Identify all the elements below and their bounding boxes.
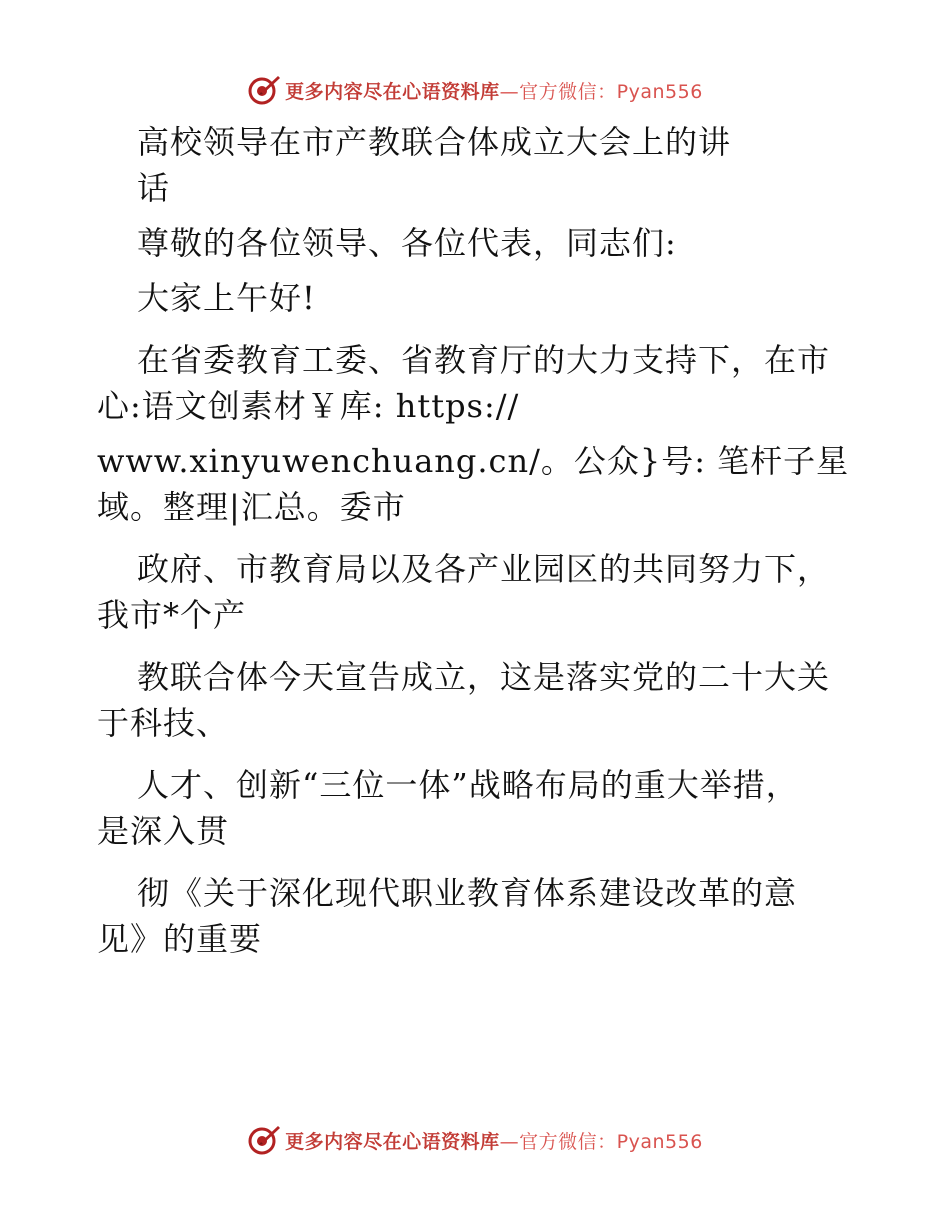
paragraph-line-continued: 于科技、 [97, 704, 230, 742]
banner-text [285, 1127, 703, 1154]
footer-banner [0, 1120, 950, 1160]
salutation-line: 尊敬的各位领导、各位代表，同志们: [137, 224, 677, 262]
header-banner [0, 70, 950, 110]
paragraph-line-continued: 我市*个产 [97, 596, 247, 634]
pen-circle-logo-icon [247, 1123, 281, 1157]
banner-tail-text: —官方微信：Pyan556 [499, 1130, 703, 1153]
title-line-2: 话 [137, 169, 171, 207]
banner-tail-text: —官方微信：Pyan556 [499, 80, 703, 103]
document-body [97, 122, 857, 959]
watermark-line-1: 心:语文创素材￥库: https:// [97, 387, 520, 425]
watermark-line-3: 域。整理|汇总。委市 [97, 488, 406, 526]
banner-lead-text: 更多内容尽在心语资料库 [285, 80, 500, 103]
paragraph-line: 政府、市教育局以及各产业园区的共同努力下， [137, 550, 831, 588]
greeting-line: 大家上午好! [137, 279, 316, 317]
paragraph-line-continued: 是深入贯 [97, 812, 230, 850]
paragraph-line: 彻《关于深化现代职业教育体系建设改革的意 [137, 874, 798, 912]
banner-text [285, 77, 703, 104]
paragraph-line-continued: 见》的重要 [97, 920, 263, 958]
paragraph-line: 教联合体今天宣告成立，这是落实党的二十大关 [137, 658, 831, 696]
paragraph-line: 人才、创新“三位一体”战略布局的重大举措， [137, 766, 799, 804]
watermark-line-2: www.xinyuwenchuang.cn/。公众}号: 笔杆子星 [97, 442, 850, 480]
banner-lead-text: 更多内容尽在心语资料库 [285, 1130, 500, 1153]
title-line-1: 高校领导在市产教联合体成立大会上的讲 [137, 123, 732, 161]
pen-circle-logo-icon [247, 73, 281, 107]
paragraph-line: 在省委教育工委、省教育厅的大力支持下，在市 [137, 341, 831, 379]
